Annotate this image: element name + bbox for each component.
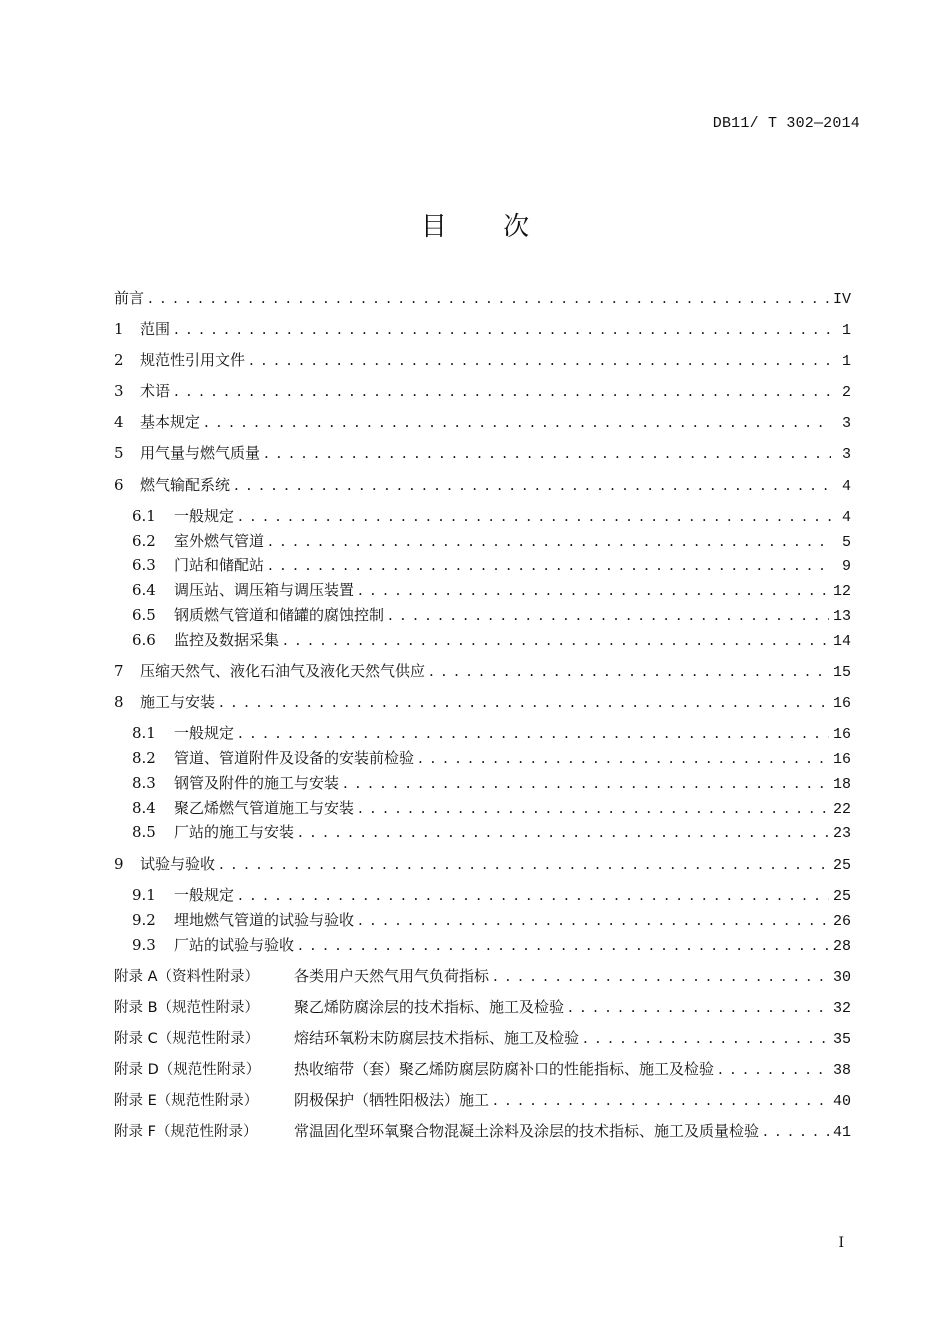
leader-dots [418, 746, 829, 770]
toc-entry-label: 术语 [140, 382, 171, 400]
toc-entry-label: 聚乙烯燃气管道施工与安装 [174, 799, 355, 817]
toc-entry-label: 管道、管道附件及设备的安装前检验 [174, 749, 415, 767]
leader-dots [249, 348, 831, 372]
toc-entry-3[interactable] [114, 379, 851, 403]
toc-entry-appendix-c[interactable] [114, 1026, 851, 1050]
toc-entry-9-3[interactable] [114, 933, 851, 957]
toc-entry-label: 前言 [114, 289, 145, 307]
leader-dots [358, 796, 829, 820]
toc-entry-page: 32 [832, 1000, 851, 1017]
leader-dots [763, 1119, 829, 1143]
toc-entry-number: 6.2 [132, 532, 156, 550]
leader-dots [358, 578, 829, 602]
toc-entry-6-6[interactable] [114, 628, 851, 652]
toc-entry-1[interactable] [114, 317, 851, 341]
toc-entry-number: 8.2 [132, 749, 156, 767]
toc-entry-page: IV [832, 291, 851, 308]
toc-entry-page: 30 [832, 969, 851, 986]
toc-entry-8-1[interactable] [114, 721, 851, 745]
toc-entry-page: 18 [832, 776, 851, 793]
toc-entry-label: 阴极保护（牺牲阳极法）施工 [294, 1091, 490, 1109]
leader-dots [204, 410, 831, 434]
toc-entry-page: 3 [841, 415, 851, 432]
leader-dots [268, 529, 831, 553]
toc-entry-page: 5 [841, 534, 851, 551]
toc-entry-number: 2 [114, 351, 124, 369]
toc-entry-8[interactable] [114, 690, 851, 714]
toc-entry-number: 附录 C（规范性附录） [114, 1031, 260, 1047]
page-number: I [838, 1235, 844, 1251]
toc-entry-page: 35 [832, 1031, 851, 1048]
toc-entry-page: 15 [832, 664, 851, 681]
toc-entry-page: 16 [832, 751, 851, 768]
page-title: 目 次 [420, 212, 554, 242]
toc-entry-preface[interactable] [114, 286, 851, 310]
leader-dots [583, 1026, 829, 1050]
toc-entry-number: 附录 D（规范性附录） [114, 1062, 261, 1078]
leader-dots [718, 1057, 829, 1081]
toc-entry-number: 附录 B（规范性附录） [114, 1000, 260, 1016]
toc-entry-9[interactable] [114, 852, 851, 876]
toc-entry-page: 16 [832, 726, 851, 743]
toc-entry-number: 1 [114, 320, 124, 338]
leader-dots [174, 379, 831, 403]
leader-dots [238, 883, 829, 907]
toc-entry-6[interactable] [114, 473, 851, 497]
toc-entry-number: 3 [114, 382, 124, 400]
leader-dots [268, 553, 831, 577]
toc-entry-page: 41 [832, 1124, 851, 1141]
toc-entry-page: 4 [841, 478, 851, 495]
toc-entry-label: 调压站、调压箱与调压装置 [174, 581, 355, 599]
toc-entry-page: 14 [832, 633, 851, 650]
toc-entry-6-1[interactable] [114, 504, 851, 528]
toc-entry-7[interactable] [114, 659, 851, 683]
toc-entry-number: 6.6 [132, 631, 156, 649]
leader-dots [148, 286, 829, 310]
leader-dots [429, 659, 829, 683]
toc-entry-number: 6.1 [132, 507, 156, 525]
leader-dots [568, 995, 829, 1019]
leader-dots [388, 603, 829, 627]
toc-entry-page: 4 [841, 509, 851, 526]
toc-entry-appendix-e[interactable] [114, 1088, 851, 1112]
toc-entry-6-3[interactable] [114, 553, 851, 577]
toc-entry-label: 一般规定 [174, 724, 235, 742]
toc-entry-page: 23 [832, 825, 851, 842]
toc-entry-9-1[interactable] [114, 883, 851, 907]
toc-entry-label: 监控及数据采集 [174, 631, 280, 649]
toc-entry-label: 一般规定 [174, 507, 235, 525]
toc-entry-page: 38 [832, 1062, 851, 1079]
toc-entry-label: 熔结环氧粉末防腐层技术指标、施工及检验 [294, 1029, 580, 1047]
toc-entry-8-4[interactable] [114, 796, 851, 820]
toc-entry-page: 25 [832, 857, 851, 874]
toc-entry-label: 用气量与燃气质量 [140, 444, 261, 462]
leader-dots [238, 504, 831, 528]
toc-entry-page: 2 [841, 384, 851, 401]
toc-entry-page: 1 [841, 322, 851, 339]
toc-entry-number: 附录 E（规范性附录） [114, 1093, 259, 1109]
toc-entry-page: 22 [832, 801, 851, 818]
toc-entry-page: 1 [841, 353, 851, 370]
toc-entry-number: 4 [114, 413, 124, 431]
toc-entry-label: 门站和储配站 [174, 556, 265, 574]
document-code: DB11/ T 302—2014 [712, 115, 860, 132]
toc-entry-number: 8.3 [132, 774, 156, 792]
leader-dots [298, 933, 829, 957]
toc-entry-label: 压缩天然气、液化石油气及液化天然气供应 [140, 662, 426, 680]
toc-entry-appendix-d[interactable] [114, 1057, 851, 1081]
toc-entry-number: 9.2 [132, 911, 156, 929]
toc-entry-label: 基本规定 [140, 413, 201, 431]
toc-entry-8-2[interactable] [114, 746, 851, 770]
toc-entry-number: 9 [114, 855, 124, 873]
leader-dots [358, 908, 829, 932]
toc-entry-appendix-f[interactable] [114, 1119, 851, 1143]
toc-entry-appendix-b[interactable] [114, 995, 851, 1019]
toc-entry-6-4[interactable] [114, 578, 851, 602]
leader-dots [264, 441, 831, 465]
toc-entry-page: 26 [832, 913, 851, 930]
toc-entry-label: 室外燃气管道 [174, 532, 265, 550]
toc-entry-page: 16 [832, 695, 851, 712]
toc-entry-label: 厂站的施工与安装 [174, 823, 295, 841]
toc-entry-label: 常温固化型环氧聚合物混凝土涂料及涂层的技术指标、施工及质量检验 [294, 1122, 760, 1140]
leader-dots [343, 771, 829, 795]
toc-entry-label: 试验与验收 [140, 855, 216, 873]
toc-entry-number: 8.4 [132, 799, 156, 817]
toc-entry-page: 3 [841, 446, 851, 463]
leader-dots [174, 317, 831, 341]
toc-entry-label: 燃气输配系统 [140, 476, 231, 494]
toc-entry-label: 施工与安装 [140, 693, 216, 711]
leader-dots [219, 852, 829, 876]
toc-entry-6-2[interactable] [114, 529, 851, 553]
toc-entry-label: 聚乙烯防腐涂层的技术指标、施工及检验 [294, 998, 565, 1016]
toc-entry-number: 附录 F（规范性附录） [114, 1124, 258, 1140]
leader-dots [219, 690, 829, 714]
toc-entry-5[interactable] [114, 441, 851, 465]
toc-entry-6-5[interactable] [114, 603, 851, 627]
leader-dots [238, 721, 829, 745]
leader-dots [234, 473, 831, 497]
toc-entry-label: 一般规定 [174, 886, 235, 904]
toc-entry-page: 28 [832, 938, 851, 955]
toc-entry-label: 范围 [140, 320, 171, 338]
toc-entry-label: 规范性引用文件 [140, 351, 246, 369]
toc-entry-page: 9 [841, 558, 851, 575]
toc-entry-label: 热收缩带（套）聚乙烯防腐层防腐补口的性能指标、施工及检验 [294, 1060, 715, 1078]
toc-entry-4[interactable] [114, 410, 851, 434]
toc-entry-2[interactable] [114, 348, 851, 372]
toc-entry-label: 钢质燃气管道和储罐的腐蚀控制 [174, 606, 385, 624]
toc-entry-number: 9.1 [132, 886, 156, 904]
leader-dots [493, 964, 829, 988]
toc-entry-number: 6.3 [132, 556, 156, 574]
toc-entry-label: 埋地燃气管道的试验与验收 [174, 911, 355, 929]
toc-entry-number: 8.1 [132, 724, 156, 742]
toc-entry-number: 8 [114, 693, 124, 711]
toc-entry-number: 8.5 [132, 823, 156, 841]
leader-dots [298, 820, 829, 844]
toc-entry-number: 6.5 [132, 606, 156, 624]
toc-entry-9-2[interactable] [114, 908, 851, 932]
toc-entry-number: 5 [114, 444, 124, 462]
leader-dots [493, 1088, 829, 1112]
toc-entry-number: 6 [114, 476, 124, 494]
toc-entry-number: 6.4 [132, 581, 156, 599]
toc-entry-number: 9.3 [132, 936, 156, 954]
toc-entry-appendix-a[interactable] [114, 964, 851, 988]
toc-entry-label: 厂站的试验与验收 [174, 936, 295, 954]
toc-entry-8-5[interactable] [114, 820, 851, 844]
leader-dots [283, 628, 829, 652]
toc-entry-page: 40 [832, 1093, 851, 1110]
toc-entry-label: 各类用户天然气用气负荷指标 [294, 967, 490, 985]
toc-entry-page: 13 [832, 608, 851, 625]
toc-entry-number: 附录 A（资料性附录） [114, 969, 260, 985]
toc-entry-number: 7 [114, 662, 124, 680]
toc-entry-label: 钢管及附件的施工与安装 [174, 774, 340, 792]
toc-entry-page: 12 [832, 583, 851, 600]
toc-entry-8-3[interactable] [114, 771, 851, 795]
toc-entry-page: 25 [832, 888, 851, 905]
